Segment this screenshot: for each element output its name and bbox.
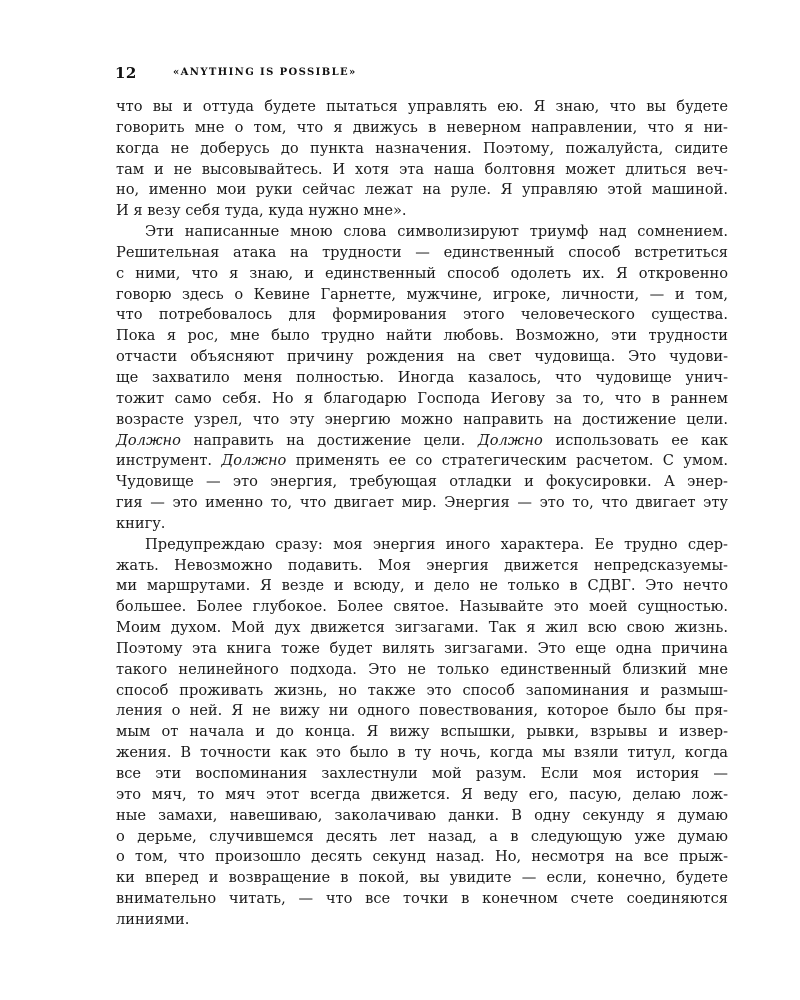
text-line-italic: Должно направить на достижение цели. Должно использовать ее как	[116, 431, 728, 449]
emphasis-word: Должно	[221, 452, 287, 470]
text-line: ще захватило меня полностью. Иногда казалось, что чудовище унич-	[116, 368, 728, 386]
text-line: линиями.	[116, 910, 190, 928]
text-line-italic: инструмент. Должно применять ее со стратегическим расчетом. С умом.	[116, 452, 728, 470]
text-line: о дерьме, случившемся десять лет назад, а в следующую уже думаю	[116, 827, 728, 845]
emphasis-word: Должно	[477, 431, 543, 449]
paragraph-1	[116, 97, 728, 222]
text-line: ми маршрутами. Я везде и всюду, и дело не только в СДВГ. Это нечто	[116, 577, 728, 595]
paragraph-3	[116, 535, 728, 931]
text-line: книгу.	[116, 514, 166, 532]
text-line: Пока я рос, мне было трудно найти любовь. Возможно, эти трудности	[116, 327, 728, 345]
text-line: Моим духом. Мой дух движется зигзагами. Так я жил всю свою жизнь.	[116, 619, 728, 637]
text-line: ки вперед и возвращение в покой, вы увидите — если, конечно, будете	[116, 869, 728, 887]
text-line: возрасте узрел, что эту энергию можно направить на достижение цели.	[116, 410, 728, 428]
text-line: это мяч, то мяч этот всегда движется. Я веду его, пасую, делаю лож-	[116, 785, 728, 803]
text-line: Эти написанные мною слова символизируют триумф над сомнением.	[145, 223, 728, 241]
text-line: отчасти объясняют причину рождения на свет чудовища. Это чудови-	[116, 348, 728, 366]
emphasis-word: Должно	[116, 431, 181, 449]
text-line: тожит само себя. Но я благодарю Господа Иегову за то, что в раннем	[116, 389, 728, 407]
paragraph-2	[116, 222, 728, 535]
text-line: мым от начала и до конца. Я вижу вспышки, рывки, взрывы и извер-	[116, 723, 728, 741]
text-line: с ними, что я знаю, и единственный способ одолеть их. Я откровенно	[116, 264, 728, 282]
text-line: Поэтому эта книга тоже будет вилять зигзагами. Это еще одна причина	[116, 639, 728, 657]
text-line: о том, что произошло десять секунд назад. Но, несмотря на все прыж-	[116, 848, 728, 866]
text-line: что вы и оттуда будете пытаться управлять ею. Я знаю, что вы будете	[116, 98, 728, 115]
text-line: ные замахи, навешиваю, заколачиваю данки. В одну секунду я думаю	[116, 806, 728, 824]
running-title: «ANYTHING IS POSSIBLE»	[173, 67, 357, 78]
text-line: Чудовище — это энергия, требующая отладки и фокусировки. А энер-	[116, 473, 728, 491]
running-header	[115, 64, 695, 84]
page-number: 12	[115, 64, 137, 82]
text-line: И я везу себя туда, куда нужно мне».	[116, 202, 407, 220]
text-line: Предупреждаю сразу: моя энергия иного характера. Ее трудно сдер-	[145, 535, 728, 553]
text-line: но, именно мои руки сейчас лежат на руле. Я управляю этой машиной.	[116, 181, 728, 199]
text-line: жения. В точности как это было в ту ночь, когда мы взяли титул, когда	[116, 744, 728, 762]
text-line: внимательно читать, — что все точки в конечном счете соединяются	[116, 890, 728, 908]
text-line: жать. Невозможно подавить. Моя энергия движется непредсказуемы-	[116, 556, 728, 574]
text-line: все эти воспоминания захлестнули мой разум. Если моя история —	[116, 765, 728, 782]
text-line: ления о ней. Я не вижу ни одного повествования, которое было бы пря-	[116, 702, 728, 720]
text-line: такого нелинейного подхода. Это не только единственный близкий мне	[116, 660, 728, 678]
text-line: Решительная атака на трудности — единственный способ встретиться	[116, 243, 728, 261]
text-line: там и не высовывайтесь. И хотя эта наша болтовня может длиться веч-	[116, 160, 728, 178]
text-line: говорю здесь о Кевине Гарнетте, мужчине, игроке, личности, — и том,	[116, 285, 728, 303]
text-line: когда не доберусь до пункта назначения. Поэтому, пожалуйста, сидите	[116, 139, 728, 157]
text-line: большее. Более глубокое. Более святое. Называйте это моей сущностью.	[116, 598, 728, 616]
text-line: способ проживать жизнь, но также это способ запоминания и размыш-	[116, 681, 728, 699]
body-text	[116, 97, 728, 931]
text-line: говорить мне о том, что я движусь в неверном направлении, что я ни-	[116, 118, 728, 136]
text-line: что потребовалось для формирования этого человеческого существа.	[116, 306, 728, 324]
text-line: гия — это именно то, что двигает мир. Энергия — это то, что двигает эту	[116, 494, 728, 512]
